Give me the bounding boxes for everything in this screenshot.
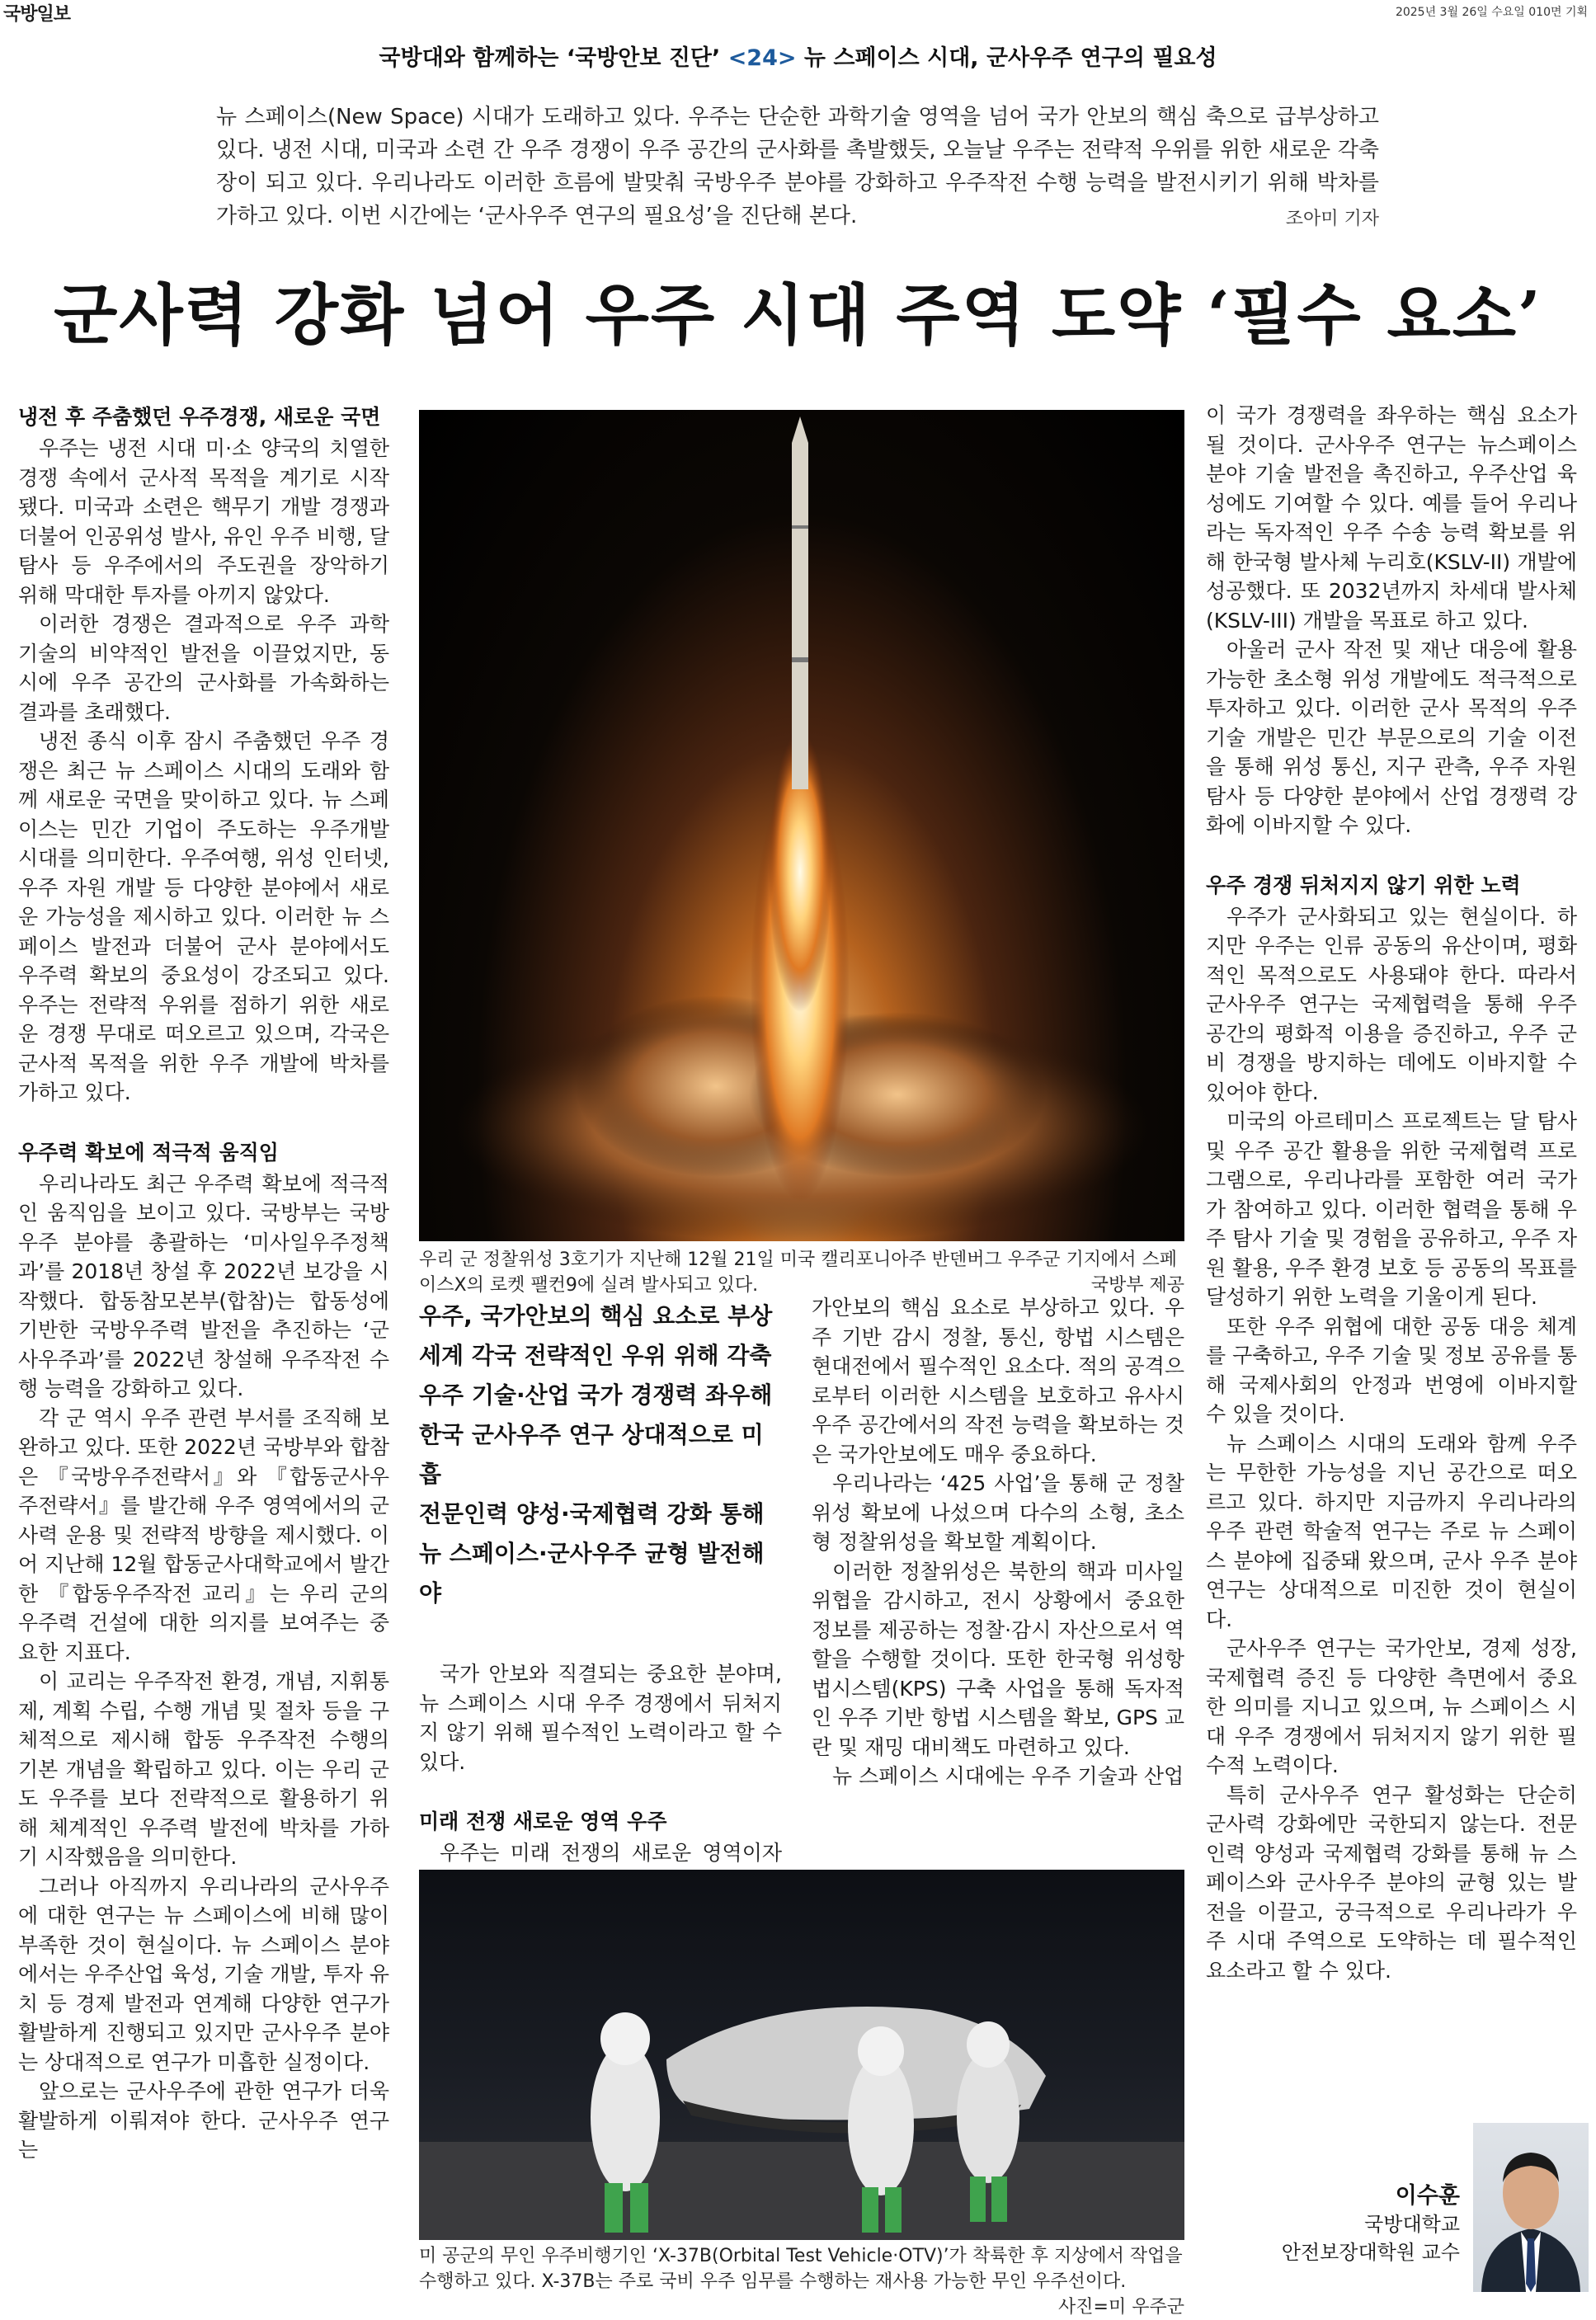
lead-paragraph: 뉴 스페이스(New Space) 시대가 도래하고 있다. 우주는 단순한 과학기술 영역을 넘어 국가 안보의 핵심 축으로 급부상하고 있다. 냉전 시대, 미국과 소련 간 우주 경쟁이 우주 공간의 군사화를 촉발했듯, 오늘날 우주는 전략적 우위를 위한 새로운 각축장이 되고 있다. 우리나라도 이러한 흐름에 발맞춰 국방우주 분야를 강화하고 우주작전 수행 능력을 발전시키기 위해 박차를 가하고 있다. 이번 시간에는 ‘군사우주 연구의 필요성’을 진단해 본다.	[216, 105, 1379, 228]
article-column-3	[812, 1293, 1184, 1791]
paragraph: 그러나 아직까지 우리나라의 군사우주에 대한 연구는 뉴 스페이스에 비해 많이 부족한 것이 현실이다. 뉴 스페이스 분야에서는 우주산업 육성, 기술 개발, 투자 유치 등 경제 발전과 연계해 다양한 연구가 활발하게 진행되고 있지만 군사우주 분야는 상대적으로 연구가 미흡한 실정이다.	[18, 1874, 389, 2074]
rocket-launch-photo	[419, 410, 1184, 1241]
caption-text: 미 공군의 무인 우주비행기인 ‘X-37B(Orbital Test Vehicle·OTV)’가 착륙한 후 지상에서 작업을 수행하고 있다. X-37B는 주로 국비 우주 임무를 수행하는 재사용 가능한 무인 우주선이다.	[419, 2246, 1183, 2292]
paragraph: 또한 우주 위협에 대한 공동 대응 체계를 구축하고, 우주 기술 및 정보 공유를 통해 국제사회의 안정과 번영에 이바지할 수 있을 것이다.	[1206, 1314, 1577, 1426]
subheading: 미래 전쟁 새로운 영역 우주	[419, 1809, 667, 1833]
paragraph: 이러한 경쟁은 결과적으로 우주 과학 기술의 비약적인 발전을 이끌었지만, 동시에 우주 공간의 군사화를 가속화하는 결과를 초래했다.	[18, 612, 389, 724]
paragraph: 우주는 냉전 시대 미·소 양국의 치열한 경쟁 속에서 군사적 목적을 계기로 시작됐다. 미국과 소련은 핵무기 개발 경쟁과 더불어 인공위성 발사, 유인 우주 비행, 달 탐사 등 우주에서의 주도권을 장악하기 위해 막대한 투자를 아끼지 않았다.	[18, 436, 389, 607]
paragraph: 냉전 종식 이후 잠시 주춤했던 우주 경쟁은 최근 뉴 스페이스 시대의 도래와 함께 새로운 국면을 맞이하고 있다. 뉴 스페이스는 민간 기업이 주도하는 우주개발 시대를 의미한다. 우주여행, 위성 인터넷, 우주 자원 개발 등 다양한 분야에서 새로운 가능성을 제시하고 있다. 이러한 뉴 스페이스 발전과 더불어 군사 분야에서도 우주력 확보의 중요성이 강조되고 있다. 우주는 전략적 우위를 점하기 위한 새로운 경쟁 무대로 떠오르고 있으며, 각국은 군사적 목적을 위한 우주 개발에 박차를 가하고 있다.	[18, 729, 389, 1104]
article-column-2	[419, 1659, 782, 1897]
paragraph: 가안보의 핵심 요소로 부상하고 있다. 우주 기반 감시 정찰, 통신, 항법 시스템은 현대전에서 필수적인 요소다. 적의 공격으로부터 이러한 시스템을 보호하고 유사시 우주 공간에서의 작전 능력을 확보하는 것은 국가안보에도 매우 중요하다.	[812, 1296, 1184, 1466]
article-column-4	[1206, 401, 1577, 1985]
series-number: <24>	[727, 45, 797, 71]
pull-quote-line: 전문인력 양성·국제협력 강화 통해	[419, 1500, 765, 1527]
portrait-illustration	[1473, 2123, 1589, 2292]
series-topic: 뉴 스페이스 시대, 군사우주 연구의 필요성	[803, 45, 1217, 71]
caption-text: 우리 군 정찰위성 3호기가 지난해 12월 21일 미국 캘리포니아주 반덴버그 우주군 기지에서 스페이스X의 로켓 팰컨9에 실려 발사되고 있다.	[419, 1249, 1177, 1296]
paragraph: 국가 안보와 직결되는 중요한 분야며, 뉴 스페이스 시대 우주 경쟁에서 뒤처지지 않기 위해 필수적인 노력이라고 할 수 있다.	[419, 1662, 782, 1774]
paragraph: 뉴 스페이스 시대의 도래와 함께 우주는 무한한 가능성을 지닌 공간으로 떠오르고 있다. 하지만 지금까지 우리나라의 우주 관련 학술적 연구는 주로 뉴 스페이스 분야에 집중돼 왔으며, 군사 우주 분야 연구는 상대적으로 미진한 것이 현실이다.	[1206, 1431, 1577, 1631]
newspaper-logo: 국방일보	[3, 4, 71, 25]
paragraph: 특히 군사우주 연구 활성화는 단순히 군사력 강화에만 국한되지 않는다. 전문인력 양성과 국제협력 강화를 통해 뉴 스페이스와 군사우주 분야의 균형 있는 발전을 이끌고, 궁극적으로 우리나라가 우주 시대 주역으로 도약하는 데 필수적인 요소라고 할 수 있다.	[1206, 1782, 1577, 1983]
photo-credit: 국방부 제공	[1090, 1275, 1184, 1296]
subheading: 우주 경쟁 뒤처지지 않기 위한 노력	[1206, 873, 1521, 897]
paragraph: 이 교리는 우주작전 환경, 개념, 지휘통제, 계획 수립, 수행 개념 및 절차 등을 구체적으로 제시해 합동 우주작전 수행의 기본 개념을 확립하고 있다. 이는 우리 군도 우주를 보다 전략적으로 활용하기 위해 체계적인 우주력 발전에 박차를 가하기 시작했음을 의미한다.	[18, 1669, 389, 1869]
photo-caption	[419, 2243, 1184, 2320]
x37b-photo	[419, 1870, 1184, 2240]
pull-quote-line: 우주 기술·산업 국가 경쟁력 좌우해	[419, 1381, 773, 1409]
lead-author: 조아미 기자	[1285, 209, 1379, 229]
paragraph: 우리나라는 ‘425 사업’을 통해 군 정찰위성 확보에 나섰으며 다수의 소형, 초소형 정찰위성을 확보할 계획이다.	[812, 1471, 1184, 1554]
pull-quote	[419, 1296, 782, 1613]
paragraph: 미국의 아르테미스 프로젝트는 달 탐사 및 우주 공간 활용을 위한 국제협력 프로그램으로, 우리나라를 포함한 여러 국가가 참여하고 있다. 이러한 협력을 통해 우주 탐사 기술 및 경험을 공유하고, 우주 자원 활용, 우주 환경 보호 등 공동의 목표를 달성하기 위한 노력을 기울이게 된다.	[1206, 1109, 1577, 1309]
pull-quote-line: 한국 군사우주 연구 상대적으로 미흡	[419, 1421, 764, 1488]
pull-quote-line: 우주, 국가안보의 핵심 요소로 부상	[419, 1302, 773, 1329]
author-dept: 안전보장대학원 교수	[1281, 2241, 1460, 2264]
paragraph: 우리나라도 최근 우주력 확보에 적극적인 움직임을 보이고 있다. 국방부는 국방우주 분야를 총괄하는 ‘미사일우주정책과’를 2018년 창설 후 2022년 보강을 시작했다. 합동참모본부(합참)는 합동성에 기반한 국방우주력 발전을 추진하는 ‘군사우주과’를 2022년 창설해 우주작전 수행 능력을 강화하고 있다.	[18, 1171, 389, 1400]
paragraph: 이러한 정찰위성은 북한의 핵과 미사일 위협을 감시하고, 전시 상황에서 중요한 정보를 제공하는 정찰·감시 자산으로서 역할을 수행할 것이다. 또한 한국형 위성항법시스템(KPS) 구축 사업을 통해 독자적인 우주 기반 항법 시스템을 확보, GPS 교란 및 재밍 대비책도 마련하고 있다.	[812, 1559, 1184, 1759]
photo-caption	[419, 1247, 1184, 1298]
paragraph: 아울러 군사 작전 및 재난 대응에 활용 가능한 초소형 위성 개발에도 적극적으로 투자하고 있다. 이러한 군사 목적의 우주 기술 개발은 민간 부문으로의 기술 이전을 통해 위성 통신, 지구 관측, 우주 자원 탐사 등 다양한 분야에서 산업 경쟁력 강화에 이바지할 수 있다.	[1206, 638, 1577, 837]
subheading: 우주력 확보에 적극적 움직임	[18, 1140, 279, 1165]
author-org: 국방대학교	[1364, 2213, 1460, 2236]
author-photo	[1473, 2123, 1589, 2292]
dateline: 2025년 3월 26일 수요일 010면 기획	[1395, 6, 1588, 19]
series-title: 국방대와 함께하는 ‘국방안보 진단’	[379, 45, 721, 71]
subheading: 냉전 후 주춤했던 우주경쟁, 새로운 국면	[18, 405, 381, 429]
x37b-illustration	[419, 1870, 1184, 2240]
author-name: 이수훈	[1395, 2183, 1460, 2209]
photo-credit: 사진=미 우주군	[1058, 2297, 1184, 2318]
paragraph: 뉴 스페이스 시대에는 우주 기술과 산업	[832, 1764, 1184, 1788]
masthead	[0, 0, 1596, 25]
pull-quote-line: 세계 각국 전략적인 우위 위해 각축	[419, 1342, 772, 1369]
rocket-launch-illustration	[419, 410, 1184, 1241]
paragraph: 각 군 역시 우주 관련 부서를 조직해 보완하고 있다. 또한 2022년 국방부와 합참은 『국방우주전략서』와 『합동군사우주전략서』를 발간해 우주 영역에서의 군사력 운용 및 전략적 방향을 제시했다. 이어 지난해 12월 합동군사대학교에서 발간한 『합동우주작전 교리』는 우리 군의 우주력 건설에 대한 의지를 보여주는 중요한 지표다.	[18, 1405, 389, 1664]
paragraph: 이 국가 경쟁력을 좌우하는 핵심 요소가 될 것이다. 군사우주 연구는 뉴스페이스 분야 기술 발전을 촉진하고, 우주산업 육성에도 기여할 수 있다. 예를 들어 우리나라는 독자적인 우주 수송 능력 확보를 위해 한국형 발사체 누리호(KSLV-II) 개발에 성공했다. 또 2032년까지 차세대 발사체(KSLV-III) 개발을 목표로 하고 있다.	[1206, 403, 1577, 633]
paragraph: 우주가 군사화되고 있는 현실이다. 하지만 우주는 인류 공동의 유산이며, 평화적인 목적으로도 사용돼야 한다. 따라서 군사우주 연구는 국제협력을 통해 우주 공간의 평화적 이용을 증진하고, 우주 군비 경쟁을 방지하는 데에도 이바지할 수 있어야 한다.	[1206, 904, 1577, 1104]
paragraph: 우주는 미래 전쟁의 새로운 영역이자	[440, 1841, 782, 1865]
article-column-1	[18, 401, 389, 2165]
headline: 군사력 강화 넘어 우주 시대 주역 도약 ‘필수 요소’	[54, 276, 1542, 354]
series-kicker	[0, 40, 1596, 72]
paragraph: 군사우주 연구는 국가안보, 경제 성장, 국제협력 증진 등 다양한 측면에서 중요한 의미를 지니고 있으며, 뉴 스페이스 시대 우주 경쟁에서 뒤처지지 않기 위한 필수적 노력이다.	[1206, 1636, 1577, 1777]
paragraph: 앞으로는 군사우주에 관한 연구가 더욱 활발하게 이뤄져야 한다. 군사우주 연구는	[18, 2079, 389, 2162]
pull-quote-line: 뉴 스페이스·군사우주 균형 발전해야	[419, 1540, 765, 1607]
author-byline	[1204, 2182, 1460, 2266]
